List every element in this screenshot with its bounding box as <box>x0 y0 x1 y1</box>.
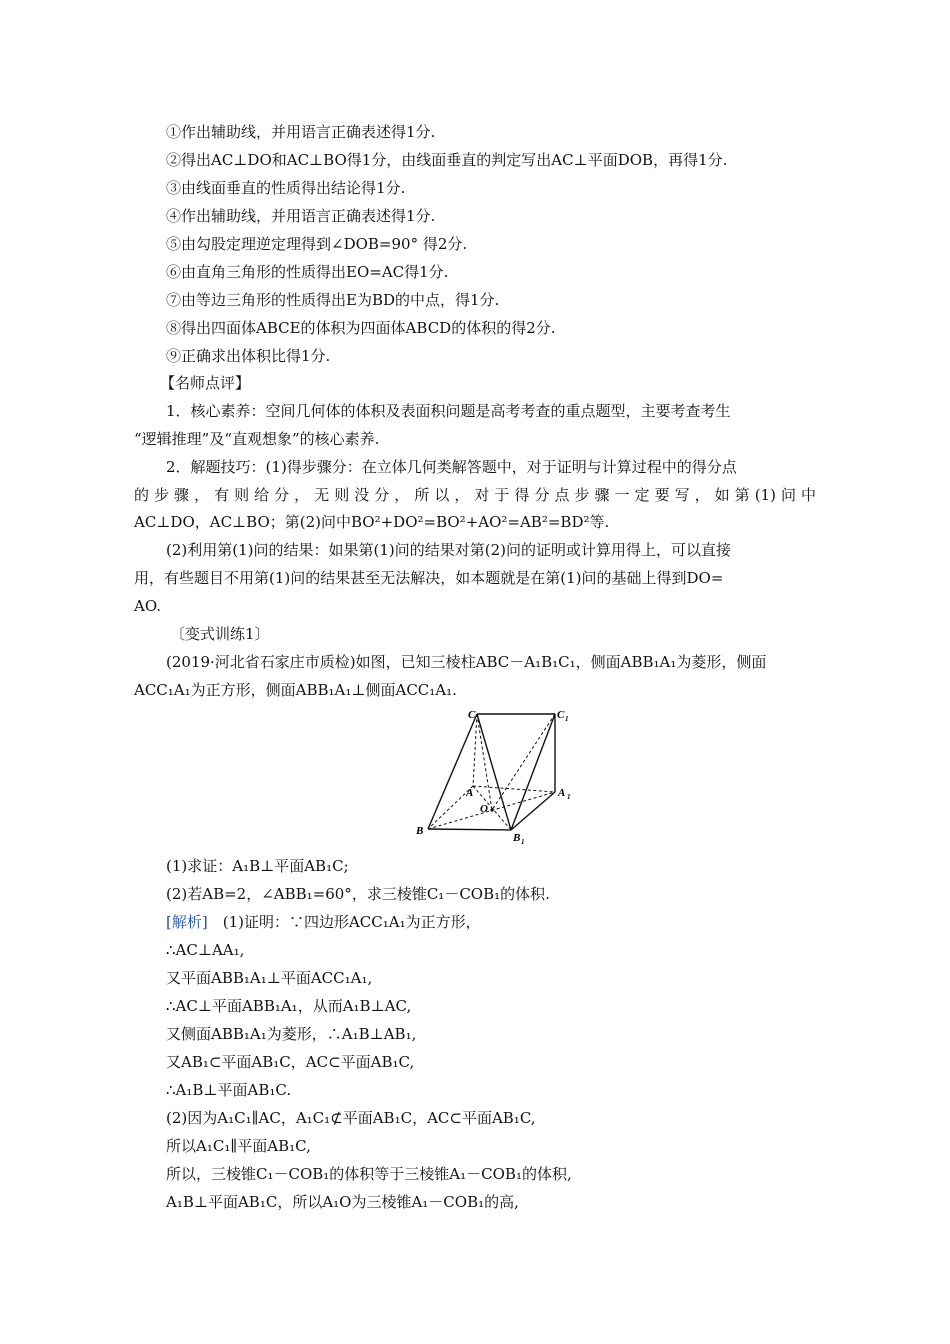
review-para-3-line-2: 用，有些题目不用第(1)问的结果甚至无法解决，如本题就是在第(1)问的基础上得到DO= <box>134 569 724 587</box>
scoring-item-5: ⑤由勾股定理逆定理得到∠DOB=90° 得2分. <box>166 235 468 253</box>
solution-line: ∴AC⊥平面ABB₁A₁，从而A₁B⊥AC, <box>166 997 412 1015</box>
label-B: B <box>416 825 424 837</box>
label-A1-sub: 1 <box>567 793 571 801</box>
label-B1-sub: 1 <box>521 838 525 846</box>
solution-first-line <box>166 912 826 932</box>
label-A: A <box>466 787 474 799</box>
label-C1-sub: 1 <box>565 715 569 723</box>
label-C1: C <box>557 709 565 721</box>
review-para-1-line-1: 1．核心素养：空间几何体的体积及表面积问题是高考考查的重点题型，主要考查考生 <box>166 402 731 420</box>
label-O: O <box>480 803 488 815</box>
solution-line: A₁B⊥平面AB₁C，所以A₁O为三棱锥A₁－COB₁的高, <box>166 1193 519 1211</box>
review-para-2-line-2: 的步骤，有则给分，无则没分，所以，对于得分点步骤一定要写，如第(1)问中 <box>134 486 816 504</box>
solution-line: 又AB₁⊂平面AB₁C，AC⊂平面AB₁C, <box>166 1053 415 1071</box>
scoring-item-9: ⑨正确求出体积比得1分. <box>166 347 331 365</box>
solution-tag: [解析] <box>166 913 208 931</box>
review-para-2-line-1: 2．解题技巧：(1)得步骤分：在立体几何类解答题中，对于证明与计算过程中的得分点 <box>166 458 737 476</box>
question-1: (1)求证：A₁B⊥平面AB₁C; <box>166 857 349 875</box>
scoring-item-2: ②得出AC⊥DO和AC⊥BO得1分，由线面垂直的判定写出AC⊥平面DOB，再得1分. <box>166 151 728 169</box>
prism-figure <box>410 706 580 846</box>
review-heading: 【名师点评】 <box>160 374 251 392</box>
solution-line: ∴A₁B⊥平面AB₁C. <box>166 1081 292 1099</box>
question-2: (2)若AB=2，∠ABB₁=60°，求三棱锥C₁－COB₁的体积. <box>166 885 550 903</box>
label-B1: B <box>513 832 521 844</box>
scoring-item-4: ④作出辅助线，并用语言正确表述得1分. <box>166 207 436 225</box>
solution-line: 所以A₁C₁∥平面AB₁C, <box>166 1137 311 1155</box>
solution-line: (2)因为A₁C₁∥AC，A₁C₁⊄平面AB₁C，AC⊂平面AB₁C, <box>166 1109 536 1127</box>
review-para-3-line-3: AO. <box>134 597 162 615</box>
label-A1: A <box>558 787 566 799</box>
exercise-heading: 〔变式训练1〕 <box>170 625 270 643</box>
label-C: C <box>468 709 476 721</box>
solution-line: 又侧面ABB₁A₁为菱形，∴A₁B⊥AB₁, <box>166 1025 417 1043</box>
problem-line-2: ACC₁A₁为正方形，侧面ABB₁A₁⊥侧面ACC₁A₁. <box>134 681 457 699</box>
solution-line: 所以，三棱锥C₁－COB₁的体积等于三棱锥A₁－COB₁的体积, <box>166 1165 572 1183</box>
problem-line-1: (2019·河北省石家庄市质检)如图，已知三棱柱ABC－A₁B₁C₁，侧面ABB₁A₁为菱形，侧面 <box>166 653 767 671</box>
scoring-item-7: ⑦由等边三角形的性质得出E为BD的中点，得1分. <box>166 291 500 309</box>
review-para-2-line-3: AC⊥DO，AC⊥BO；第(2)问中BO²+DO²=BO²+AO²=AB²=BD²等. <box>134 513 610 531</box>
review-para-3-line-1: (2)利用第(1)问的结果：如果第(1)问的结果对第(2)问的证明或计算用得上，可以直接 <box>166 541 731 559</box>
scoring-item-8: ⑧得出四面体ABCE的体积为四面体ABCD的体积的得2分. <box>166 319 556 337</box>
scoring-item-1: ①作出辅助线，并用语言正确表述得1分. <box>166 123 436 141</box>
review-para-1-line-2: “逻辑推理”及“直观想象”的核心素养. <box>134 430 380 448</box>
scoring-item-3: ③由线面垂直的性质得出结论得1分. <box>166 179 406 197</box>
solution-first-text: (1)证明：∵四边形ACC₁A₁为正方形， <box>207 913 481 931</box>
scoring-item-6: ⑥由直角三角形的性质得出EO=AC得1分. <box>166 263 449 281</box>
solution-line: ∴AC⊥AA₁, <box>166 941 245 959</box>
solution-line: 又平面ABB₁A₁⊥平面ACC₁A₁, <box>166 969 373 987</box>
